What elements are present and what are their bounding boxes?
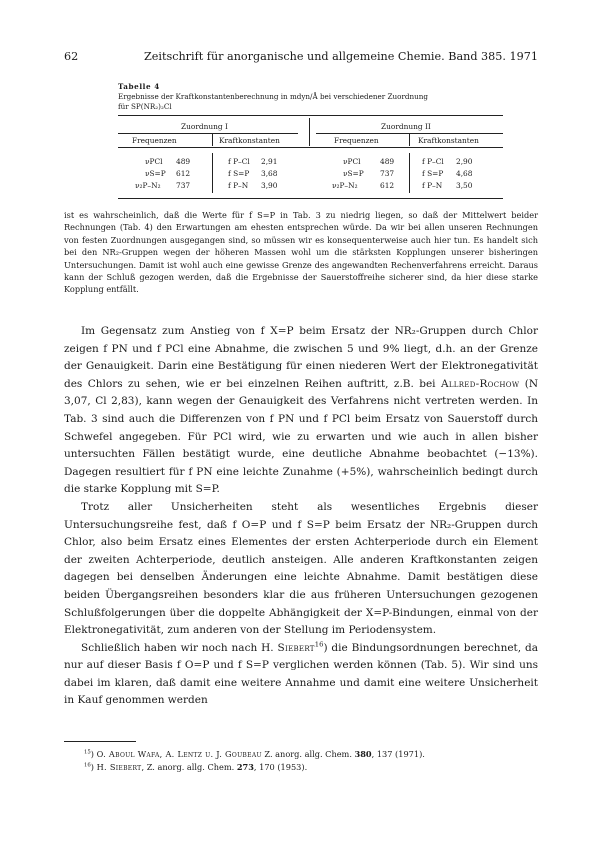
journal-title: Zeitschrift für anorganische und allgemeine Chemie. Band 385. 1971: [144, 50, 538, 63]
fcname-1-2: f S=P: [228, 169, 250, 178]
paragraph-1-part-b: (N 3,07, Cl 2,83), kann wegen der Genauigkeit des Verfahrens nicht vertreten werden. In Tab. 3 sind auch die Differenzen von f PN und f PCl beim Ersatz von Sauerstoff durch Schwefel angegeben. Für PCl wird, wie zu erwarten und wie auch in allen bisher untersuchten Fällen bestätigt wurde, eine deutliche Abnahme beobachtet (−13%). Dagegen resultiert für f PN eine leichte Zunahme (+5%), wahrscheinlich bedingt durch die starke Kopplung mit S=P.: [64, 377, 539, 496]
paragraph-1: [64, 323, 538, 499]
mode-2-3: ν₂P–N₂: [332, 181, 358, 190]
freq-2-3: 612: [380, 181, 395, 190]
page-number: 62: [64, 50, 79, 63]
header-divider-1: [212, 134, 213, 146]
footnote-separator: [64, 741, 136, 742]
table-caption: [118, 82, 538, 112]
body-divider-2: [409, 153, 410, 193]
col-force-constants-2: Kraftkonstanten: [418, 136, 479, 145]
body-divider-1: [212, 153, 213, 193]
table-rule-header: [118, 147, 503, 148]
mode-1-3: ν₂P–N₂: [135, 181, 161, 190]
fcname-2-1: f P–Cl: [422, 157, 444, 166]
freq-2-1: 489: [380, 157, 395, 166]
fc-2-1: 2,90: [456, 157, 473, 166]
freq-1-1: 489: [176, 157, 191, 166]
footnote-pages: , 170 (1953).: [253, 762, 308, 772]
fc-1-1: 2,91: [261, 157, 278, 166]
freq-1-3: 737: [176, 181, 191, 190]
footnote-16: $^{16}$) H. Siebert, Z. anorg. allg. Chem. 273, 170 (1953).: [84, 762, 308, 772]
col-frequencies-1: Frequenzen: [132, 136, 177, 145]
footnote-pages: , 137 (1971).: [371, 749, 425, 759]
footnote-source: Z. anorg. allg. Chem.: [261, 749, 355, 759]
footnote-number: 15: [84, 749, 91, 756]
table-rule-top: [118, 115, 503, 116]
fcname-1-1: f P–Cl: [228, 157, 250, 166]
fcname-2-2: f S=P: [422, 169, 444, 178]
fc-2-3: 3,50: [456, 181, 473, 190]
small-print-text: ist es wahrscheinlich, daß die Werte für f S=P in Tab. 3 zu niedrig liegen, so daß der Mittelwert beider Rechnungen (Tab. 4) den Erwartungen am ehesten entsprechen würde. Da wir bei allen unseren Rechnungen von festen Zuordnungen ausgegangen sind, so müssen wir es konsequenterweise auch hier tun. Es handelt sich bei den NR₂-Gruppen wegen der höheren Massen wohl um die stärksten Kopplungen unserer bisheringen Untersuchungen. Damit ist wohl auch eine gewisse Grenze des angewandten Rechenverfahrens erreicht. Daraus kann der Schluß gezogen werden, daß die Ergebnisse der Sauerstoffreihe sicherer sind, da hier diese starke Kopplung entfällt.: [64, 210, 538, 295]
header-divider-mid: [309, 118, 310, 146]
footnotes: [64, 748, 538, 774]
group-header-1: Zuordnung I: [181, 122, 228, 131]
table-label: Tabelle 4: [118, 82, 160, 91]
footnote-authors: O. Aboul Wafa, A. Lentz u. J. Goubeau: [96, 749, 262, 759]
reference-marker-16: 16: [314, 640, 324, 649]
col-frequencies-2: Frequenzen: [334, 136, 379, 145]
footnote-number: 16: [84, 762, 91, 769]
footnote-authors: H. Siebert: [96, 762, 142, 772]
paragraph-3-part-a: Schließlich haben wir noch nach H.: [81, 641, 274, 654]
footnote-15: $^{15}$) O. Aboul Wafa, A. Lentz u. J. Goubeau Z. anorg. allg. Chem. 380, 137 (1971).: [84, 749, 425, 759]
author-name-siebert: Siebert: [277, 641, 315, 654]
table-caption-line-2: für SP(NR₂)₂Cl: [118, 102, 172, 111]
fc-2-2: 4,68: [456, 169, 473, 178]
footnote-volume: 273: [236, 762, 254, 772]
mode-2-2: νS=P: [343, 169, 364, 178]
freq-1-2: 612: [176, 169, 191, 178]
small-print-paragraph: [64, 209, 538, 296]
fc-1-2: 3,68: [261, 169, 278, 178]
paragraph-2: Trotz aller Unsicherheiten steht als wesentliches Ergebnis dieser Untersuchungsreihe fest, daß f O=P und f S=P beim Ersatz der NR₂-Gruppen durch Chlor, also beim Ersatz eines Elementes der ersten Achterperiode durch ein Element der zweiten Achterperiode, deutlich ansteigen. Alle anderen Kraftkonstanten zeigen dagegen bei denselben Änderungen eine leichte Abnahme. Damit bestätigen diese beiden Übergangsreihen besonders klar die aus früheren Untersuchungen gezogenen Schlußfolgerungen über die doppelte Abhängigkeit der X=P-Bindungen, einmal von der Elektronegativität, zum anderen von der Stellung im Periodensystem.: [64, 500, 538, 637]
footnote-source: , Z. anorg. allg. Chem.: [141, 762, 237, 772]
fc-1-3: 3,90: [261, 181, 278, 190]
fcname-1-3: f P–N: [228, 181, 249, 190]
header-divider-2: [409, 134, 410, 146]
mode-1-2: νS=P: [145, 169, 166, 178]
main-text: [64, 323, 538, 710]
group-rule-1: [118, 133, 298, 134]
freq-2-2: 737: [380, 169, 395, 178]
table-caption-line-1: Ergebnisse der Kraftkonstantenberechnung in mdyn/Å bei verschiedener Zuordnung: [118, 92, 428, 101]
fcname-2-3: f P–N: [422, 181, 443, 190]
table-rule-bottom: [118, 198, 503, 199]
paragraph-3-part-b: ) die Bindungsordnungen berechnet, da nur auf dieser Basis f O=P und f S=P verglichen werden können (Tab. 5). Wir sind uns dabei im klaren, daß damit eine weitere Annahme und damit eine weitere Unsicherheit in Kauf genommen werden: [64, 641, 538, 707]
mode-1-1: νPCl: [145, 157, 163, 166]
group-header-2: Zuordnung II: [381, 122, 431, 131]
paragraph-3: [64, 640, 538, 710]
footnote-volume: 380: [354, 749, 372, 759]
mode-2-1: νPCl: [343, 157, 361, 166]
paragraph-1-part-a: Im Gegensatz zum Anstieg von f X=P beim Ersatz der NR₂-Gruppen durch Chlor zeigen f PN und f PCl eine Abnahme, die zwischen 5 und 9% liegt, d.h. an der Grenze der Genauigkeit. Darin eine Bestätigung für einen niederen Wert der Elektronegativität des Chlors zu sehen, wie er bei einzelnen Reihen auftritt, z.B. bei: [64, 325, 538, 390]
col-force-constants-1: Kraftkonstanten: [219, 136, 280, 145]
author-name-allred-rochow: Allred-Rochow: [440, 377, 520, 390]
